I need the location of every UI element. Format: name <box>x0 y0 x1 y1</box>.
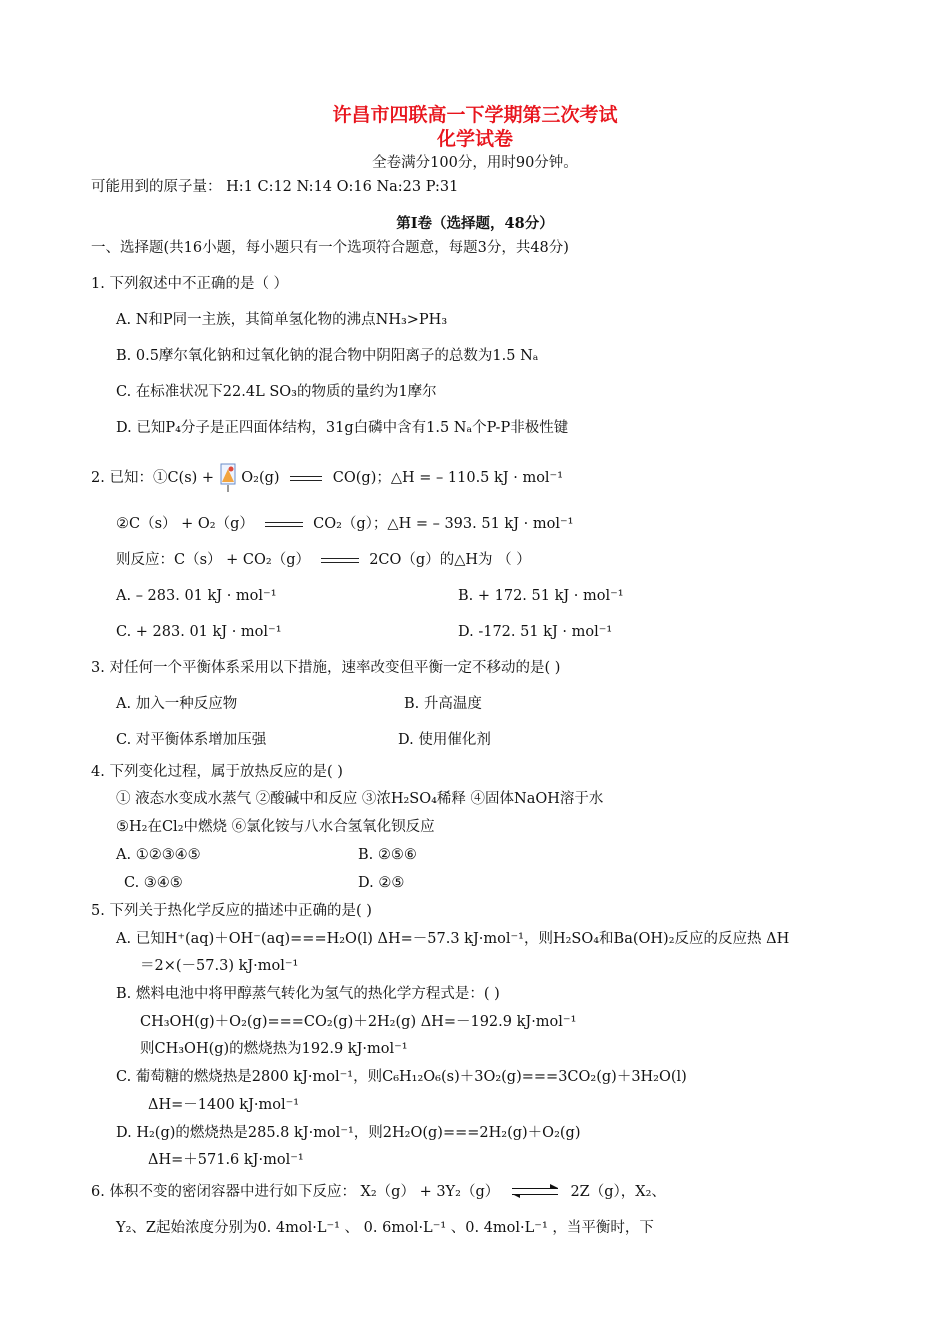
equals-arrow-icon <box>265 522 303 527</box>
equals-arrow-icon <box>290 476 322 481</box>
q4-option-b: B. ②⑤⑥ <box>358 847 417 863</box>
q2-line1-start: 2. 已知：①C(s) + <box>91 470 215 486</box>
q3-option-a: A. 加入一种反应物 <box>116 696 238 712</box>
q2-option-c: C. + 283. 01 kJ · mol⁻¹ <box>116 624 282 640</box>
q3-stem: 3. 对任何一个平衡体系采用以下措施，速率改变但平衡一定不移动的是( ) <box>91 660 561 676</box>
equals-arrow-icon <box>321 558 359 563</box>
q5-option-d-line1: D. H₂(g)的燃烧热是285.8 kJ·mol⁻¹，则2H₂O(g)===2H₂(g)＋O₂(g) <box>116 1125 581 1141</box>
q4-items-line2: ⑤H₂在Cl₂中燃烧 ⑥氯化铵与八水合氢氧化钡反应 <box>116 819 435 835</box>
q2-option-d: D. -172. 51 kJ · mol⁻¹ <box>458 624 613 640</box>
reversible-arrow-icon <box>512 1186 558 1198</box>
q5-option-a-line1: A. 已知H⁺(aq)＋OH⁻(aq)===H₂O(l) ΔH=－57.3 kJ·mol⁻¹，则H₂SO₄和Ba(OH)₂反应的反应热 ΔH <box>116 931 790 947</box>
q2-line3-end: 2CO（g）的△H为 （ ） <box>369 552 531 568</box>
q6-line1-start: 6. 体积不变的密闭容器中进行如下反应： X₂（g） + 3Y₂（g） <box>91 1184 500 1200</box>
q6-line1-end: 2Z（g），X₂、 <box>570 1184 666 1200</box>
q5-option-b-line2: CH₃OH(g)＋O₂(g)===CO₂(g)＋2H₂(g) ΔH=－192.9 kJ·mol⁻¹ <box>140 1014 577 1030</box>
q4-option-a: A. ①②③④⑤ <box>116 847 201 863</box>
q5-option-c-line1: C. 葡萄糖的燃烧热是2800 kJ·mol⁻¹，则C₆H₁₂O₆(s)＋3O₂(g)===3CO₂(g)＋3H₂O(l) <box>116 1069 687 1085</box>
section1-heading: 一、选择题(共16小题，每小题只有一个选项符合题意，每题3分，共48分) <box>91 240 569 256</box>
q2-line1-o2: O₂(g) <box>241 470 280 486</box>
part1-title: 第Ⅰ卷（选择题，48分） <box>396 215 554 232</box>
q2-line1-end: CO(g)；△H = – 110.5 kJ · mol⁻¹ <box>332 470 564 486</box>
q1-option-c: C. 在标准状况下22.4L SO₃的物质的量约为1摩尔 <box>116 384 437 400</box>
q1-option-a: A. N和P同一主族，其简单氢化物的沸点NH₃>PH₃ <box>116 312 448 328</box>
q2-option-a: A. – 283. 01 kJ · mol⁻¹ <box>116 588 277 604</box>
q6-line2: Y₂、Z起始浓度分别为0. 4mol·L⁻¹ 、 0. 6mol·L⁻¹ 、0. 4mol·L⁻¹ ，当平衡时，下 <box>116 1220 654 1236</box>
q4-option-c: C. ③④⑤ <box>124 875 183 891</box>
score-note: 全卷满分100分，用时90分钟。 <box>372 155 578 171</box>
q2-line1 <box>91 463 563 493</box>
q5-option-b-line1: B. 燃料电池中将甲醇蒸气转化为氢气的热化学方程式是：( ) <box>116 986 500 1002</box>
q4-stem: 4. 下列变化过程，属于放热反应的是( ) <box>91 764 343 780</box>
q5-option-b-line3: 则CH₃OH(g)的燃烧热为192.9 kJ·mol⁻¹ <box>140 1041 408 1057</box>
q1-stem: 1. 下列叙述中不正确的是（ ） <box>91 276 289 292</box>
q5-option-c-line2: ΔH=－1400 kJ·mol⁻¹ <box>148 1097 300 1113</box>
q6-line1 <box>91 1182 666 1202</box>
q4-option-d: D. ②⑤ <box>358 875 405 891</box>
q2-line2 <box>116 514 573 534</box>
q3-option-d: D. 使用催化剂 <box>398 732 491 748</box>
half-fraction-image-icon <box>220 463 236 493</box>
exam-title: 许昌市四联高一下学期第三次考试 <box>332 104 618 126</box>
q3-option-b: B. 升高温度 <box>404 696 482 712</box>
exam-subtitle: 化学试卷 <box>436 128 513 150</box>
q5-option-d-line2: ΔH=＋571.6 kJ·mol⁻¹ <box>148 1152 304 1168</box>
q2-option-b: B. + 172. 51 kJ · mol⁻¹ <box>458 588 624 604</box>
atomic-mass-line: 可能用到的原子量： H:1 C:12 N:14 O:16 Na:23 P:31 <box>91 179 459 195</box>
q2-line3 <box>116 550 531 570</box>
q5-stem: 5. 下列关于热化学反应的描述中正确的是( ) <box>91 903 372 919</box>
q3-option-c: C. 对平衡体系增加压强 <box>116 732 267 748</box>
q2-line2-start: ②C（s） + O₂（g） <box>116 516 254 532</box>
q4-items-line1: ① 液态水变成水蒸气 ②酸碱中和反应 ③浓H₂SO₄稀释 ④固体NaOH溶于水 <box>116 791 604 807</box>
q5-option-a-line2: ＝2×(－57.3) kJ·mol⁻¹ <box>140 958 299 974</box>
q1-option-d: D. 已知P₄分子是正四面体结构，31g白磷中含有1.5 Nₐ个P-P非极性键 <box>116 420 569 436</box>
q1-option-b: B. 0.5摩尔氧化钠和过氧化钠的混合物中阴阳离子的总数为1.5 Nₐ <box>116 348 539 364</box>
q2-line2-end: CO₂（g）；△H = – 393. 51 kJ · mol⁻¹ <box>313 516 574 532</box>
q2-line3-start: 则反应：C（s） + CO₂（g） <box>116 552 310 568</box>
